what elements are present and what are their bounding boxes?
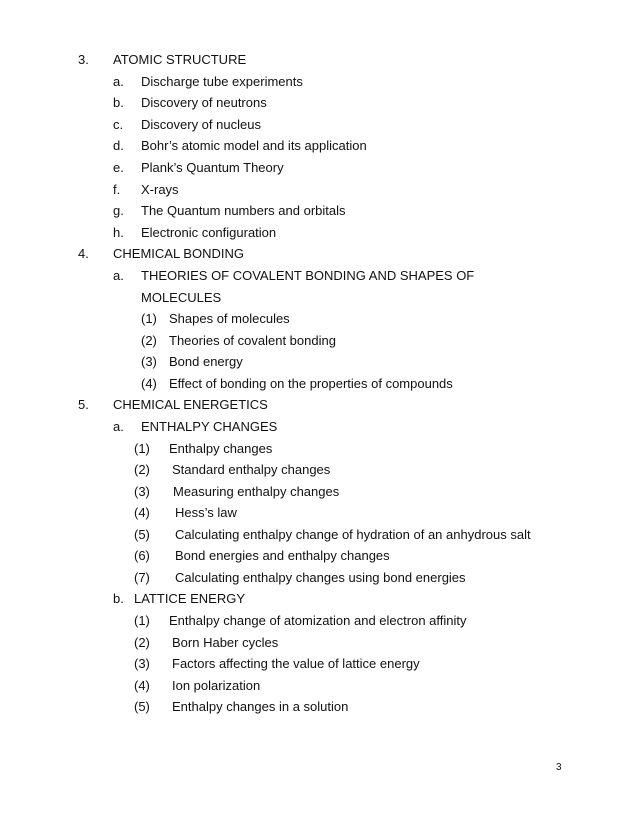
section-title: CHEMICAL BONDING <box>113 246 244 261</box>
section-title: ATOMIC STRUCTURE <box>113 52 247 67</box>
section-number: 4. <box>78 246 89 261</box>
page-number: 3 <box>556 762 562 773</box>
section-title: CHEMICAL ENERGETICS <box>113 397 268 412</box>
section-number: 3. <box>78 52 89 67</box>
section-number: 5. <box>78 397 89 412</box>
